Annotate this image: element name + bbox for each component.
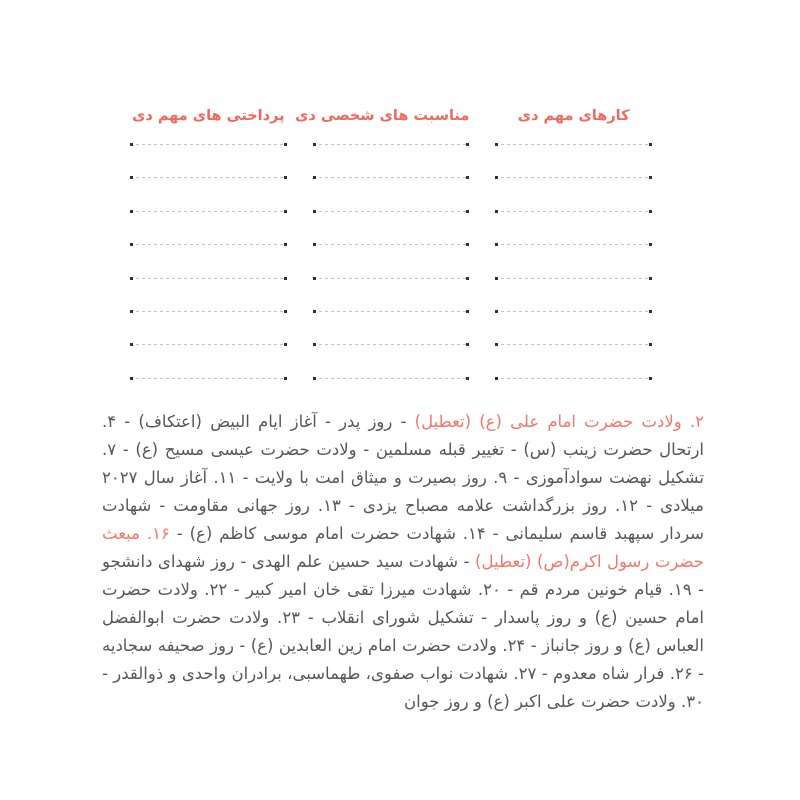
- entry-line: [130, 210, 287, 213]
- event-segment: - روز پدر - آغاز ایام البیض (اعتکاف) - ۴. ارتحال حضرت زینب (س) - تغییر قبله مسلمین - ولادت حضرت عیسی مسیح (ع) - ۷. تشکیل نهضت سوادآموزی - ۹. روز بصیرت و میثاق امت با ولایت - ۱۱. آغاز سال ۲۰۲۷ میلادی - ۱۲. روز بزرگداشت علامه مصباح یزدی - ۱۳. روز جهانی مقاومت - شهادت سردار سپهبد قاسم سلیمانی - ۱۴. شهادت حضرت امام موسی کاظم (ع) -: [102, 411, 705, 543]
- entry-line: [495, 377, 652, 380]
- entry-line: [495, 277, 652, 280]
- column-title-important-payments: پرداختی های مهم دی: [132, 108, 285, 124]
- column-title-personal-occasions: مناسبت های شخصی دی: [295, 108, 470, 124]
- entry-line: [130, 310, 287, 313]
- entry-line: [313, 343, 470, 346]
- entry-line: [130, 377, 287, 380]
- entry-line: [313, 210, 470, 213]
- entry-line: [130, 343, 287, 346]
- entry-line: [495, 310, 652, 313]
- entry-line: [130, 143, 287, 146]
- entry-line: [313, 277, 470, 280]
- entry-line: [495, 143, 652, 146]
- column-important-tasks: [495, 104, 652, 380]
- event-segment-holiday: ۲. ولادت حضرت امام علی (ع) (تعطیل): [414, 411, 704, 431]
- entry-line: [313, 176, 470, 179]
- entry-line: [495, 343, 652, 346]
- entry-columns: [130, 104, 652, 380]
- entry-line: [130, 243, 287, 246]
- entry-line: [313, 243, 470, 246]
- entry-line: [130, 176, 287, 179]
- column-personal-occasions: [295, 104, 470, 380]
- monthly-events-paragraph: [102, 408, 704, 716]
- event-segment-holiday: ۱۶. مبعث حضرت رسول اکرم(ص) (تعطیل): [102, 523, 704, 571]
- entry-line: [313, 143, 470, 146]
- entry-line: [495, 210, 652, 213]
- event-segment: - شهادت سید حسین علم الهدی - روز شهدای دانشجو - ۱۹. قیام خونین مردم قم - ۲۰. شهادت میرزا تقی خان امیر کبیر - ۲۲. ولادت حضرت امام حسین (ع) و روز پاسدار - تشکیل شورای انقلاب - ۲۳. ولادت حضرت ابوالفضل العباس (ع) و روز جانباز - ۲۴. ولادت حضرت امام زین العابدین (ع) - روز صحیفه سجادیه - ۲۶. فرار شاه معدوم - ۲۷. شهادت نواب صفوی، طهماسبی، برادران واحدی و ذوالقدر - ۳۰. ولادت حضرت علی اکبر (ع) و روز جوان: [102, 551, 705, 711]
- entry-line: [313, 377, 470, 380]
- entry-line: [495, 243, 652, 246]
- column-title-important-tasks: کارهای مهم دی: [517, 108, 630, 124]
- entry-line: [313, 310, 470, 313]
- column-important-payments: [130, 104, 287, 380]
- entry-line: [495, 176, 652, 179]
- entry-line: [130, 277, 287, 280]
